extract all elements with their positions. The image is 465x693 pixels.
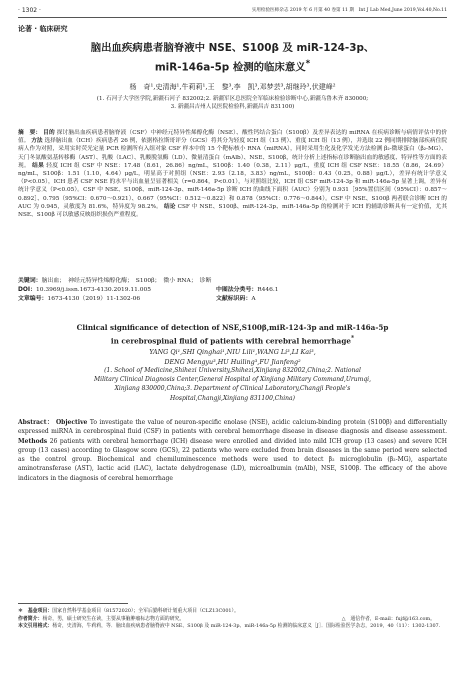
fund-mark: * [305, 59, 311, 69]
citation-text: 杨奇，史清海，牛莉莉，等．脑出血疾病患者脑脊液中 NSE、S100β 及 miR-124-3p、miR-146a-5p 检测的临床意义［J］．国际检验医学杂志，2019，40（11）：1302-1307. [52, 623, 441, 630]
results-cn-label: 结果 [32, 162, 45, 169]
doc-code-value: A [251, 296, 256, 302]
doc-code-group [216, 295, 256, 304]
authors-en [30, 347, 435, 367]
keywords-text: 脑出血； 神经元特异性烯醇化酶； S100β； 微小 RNA； 诊断 [41, 278, 212, 284]
affiliation-en-line-2: Military Clinical Diagnosis Center,General Hospital of Xinjiang Military Command,Urumqi, [94, 376, 371, 384]
affiliation-cn-line-2: 3. 新疆昌吉州人民医院检验科,新疆昌吉 831100) [170, 104, 295, 111]
conclusion-cn-label: 结论 [163, 203, 176, 210]
contact-label: △ 通信作者，E-mail： [341, 615, 396, 622]
running-header [18, 6, 447, 18]
footnotes [18, 608, 447, 631]
page-number: · 1302 · [18, 7, 41, 14]
abstract-en [18, 418, 447, 483]
article-title-en [30, 322, 435, 346]
authors-cn: 杨 奇¹,史清海¹,牛莉莉¹,王 黎³,李 凯³,邓梦芸³,胡继玲³,伏建峰² [129, 83, 336, 91]
abstract-cn [18, 129, 447, 219]
title-cn-line-1: 脑出血疾病患者脑脊液中 NSE、S100β 及 miR-124-3p、 [90, 42, 375, 54]
contact-email: fujf@163.com。 [395, 615, 435, 622]
results-cn-text: 轻度 ICH 组 CSF 中 NSE：17.48（8.61，26.86）ng/mL，S100β：1.40（0.38，2.11）μg/L，重度 ICH 组 CSF NSE：18.55（8.86，24.69）ng/mL，S100β：1.51（1.10，4.64）μg/L，明显高于对照组（NSE：2.93（2.18，3.83）ng/mL，S100β：0.43（0.25，0.88）μg/L），差异有统计学意义（P<0.05），ICH 患者 CSF NSE 的水平与出血量呈显著相关（r=0.864，P<0.01），与对照组比较，ICH 组 CSF miR-124-3p 和 miR-146a-5p 显著上调，差异有统计学意义（P<0.05）。CSF 中 NSE、S100β、miR-124-3p、miR-146a-5p 诊断 ICH 的曲线下面积（AUC）分别为 0.931［95%置信区间（95%CI）：0.857～0.892］、0.795（95%CI：0.670～0.921）、0.667（95%CI：0.512～0.822）和 0.878（95%CI：0.776～0.844）。CSF 中 NSE、S100β 两者联合诊断 ICH 的 AUC 为 0.945，灵敏度为 81.6%，特异度为 98.2%。 [18, 162, 448, 210]
title-cn-line-2-text: miR-146a-5p 检测的临床意义 [154, 61, 306, 74]
methods-en-label: Methods [18, 437, 48, 445]
column-label: 论著 · 临床研究 [18, 25, 68, 33]
title-cn-line-2 [18, 56, 447, 75]
clc-label: 中图法分类号： [216, 287, 258, 293]
affiliation-en-line-3: Xinjiang 830000,China;3. Department of Clinical Laboratory,Changji People's [114, 385, 351, 393]
doi-value: 10.3969/j.issn.1673-4130.2019.11.005 [35, 287, 151, 293]
clc-group [216, 286, 279, 295]
abstract-cn-label: 摘 要： [18, 130, 42, 136]
author-bio-label: 作者简介： [18, 615, 43, 622]
author-bio-text: 杨奇，男，硕士研究生在读，主要从事脑肿瘤标志物方面的研究。 [42, 615, 185, 622]
authors-en-line-2: DENG Mengyu³,HU Huiling³,FU Jianfeng² [164, 358, 301, 366]
keywords-label: 关键词： [18, 278, 42, 284]
article-metadata-cn [18, 277, 447, 304]
article-number-value: 1673-4130（2019）11-1302-06 [47, 296, 141, 302]
doc-code-label: 文献标识码： [216, 296, 252, 302]
affiliation-cn-line-1: (1. 石河子大学医学院,新疆石河子 832002;2. 新疆军区总医院全军临床检验诊断中心,新疆乌鲁木齐 830000; [96, 96, 369, 102]
fund-label: ＊ 基金项目： [18, 608, 53, 614]
clc-value: R446.1 [257, 287, 279, 293]
objective-en-label: Objective [55, 419, 88, 426]
fund-footnote [18, 608, 447, 616]
keywords-row [18, 277, 447, 286]
article-title-cn [18, 40, 447, 75]
fund-mark-en: * [350, 335, 355, 342]
methods-cn-label: 方法 [31, 138, 43, 145]
doi-label: DOI： [18, 287, 36, 293]
methods-en-text: 26 patients with cerebral hemorrhage (ICH) disease were enrolled and divided into mild ICH group (13 cases) and severe ICH group (13 cases) according to Glasgow score (GCS), 22 patients who were excluded from brain diseases in the same period were selected as the control group. Biochemical and chemiluminescence methods were used to detect β₂ microglobulin (β₂-MG), aspartate aminotransferase (AST), lactic acid (LAC), lactate dehydrogenase (LD), microalbumin (mAlb), NSE, S100β. The efficacy of the above indicators in the diagnosis of cerebral hemorrhage [18, 437, 447, 482]
article-number-label: 文章编号： [18, 296, 48, 302]
objective-en-text: To investigate the value of neuron-specific enolase (NSE), acidic calcium-binding protein (S100β) and differentially expressed miRNA in cerebrospinal fluid (CSF) in patients with cerebral hemorrhage disease in disease diagnosis and disease assessment. [18, 419, 447, 436]
objective-cn-text: 探讨脑出血疾病患者脑脊液（CSF）中神经元特异性烯醇化酶（NSE）、酸性钙结合蛋白（S100β）及差异表达的 miRNA 在疾病诊断与病情评估中的价值。 [18, 130, 448, 145]
objective-cn-label: 目的 [43, 130, 55, 136]
authors-en-line-1: YANG Qi¹,SHI Qinghai¹,NIU Lili¹,WANG Li³,LI Kai³, [149, 348, 316, 356]
affiliations-cn [22, 95, 443, 112]
journal-citation-line: 实用检验医师杂志 2019 年 6 月第 40 卷第 11 期 Int J Lab Med,June 2019,Vol.40,No.11 [251, 8, 447, 13]
conclusion-cn-text: CSF 中 NSE、S100β、miR-124-3p、miR-146a-5p 的检测对于 ICH 的辅助诊断具有一定价值，尤其 NSE、S100β 可以敏感反映组织损伤严重程度。 [18, 203, 448, 219]
doi-row [18, 286, 447, 295]
citation-label: 本文引用格式： [18, 623, 53, 630]
citation-footnote [18, 623, 447, 631]
affiliation-en-line-4: Hospital,Changji,Xinjiang 831100,China) [170, 394, 295, 402]
title-en-line-2-text: in cerebrospinal fluid of patients with cerebral hemorrhage [110, 336, 351, 346]
abstract-en-label: Abstract： [18, 419, 54, 426]
title-en-line-1: Clinical significance of detection of NSE,S100β,miR-124-3p and miR-146a-5p [76, 323, 389, 332]
affiliation-en-line-1: (1. School of Medicine,Shihezi University,Shihezi,Xinjiang 832002,China;2. National [104, 367, 361, 374]
methods-cn-text: 选择脑出血（ICH）疾病患者 26 例，依据格拉斯哥评分（GCS）将其分为轻度 ICH 组（13 例）、重度 ICH 组（13 例），并选取 22 例同期排除脑部疾病住院病人作为对照，采用实时荧光定量 PCR 检测所有入组对象 CSF 样本中的 15 个靶标核小 RNA（miRNA），同时采用生化及化学发光方法检测 β₂-微球蛋白（β₂-MG）、天门冬氨酸氨基转移酶（AST）、乳酸（LAC）、乳酸脱氢酶（LD）、微量清蛋白（mAlb）、NSE、S100β，统计分析上述指标在诊断脑出血的敏感度、特异性等方面的表现。 [18, 138, 448, 169]
affiliations-en [30, 366, 435, 403]
footnote-divider [18, 603, 128, 604]
title-en-line-2 [30, 333, 435, 346]
fund-text: 国家自然科学基金项目（81572020）；全军后勤科研计划重大项目（CLZ13C001）。 [52, 608, 239, 614]
article-number-row [18, 295, 447, 304]
